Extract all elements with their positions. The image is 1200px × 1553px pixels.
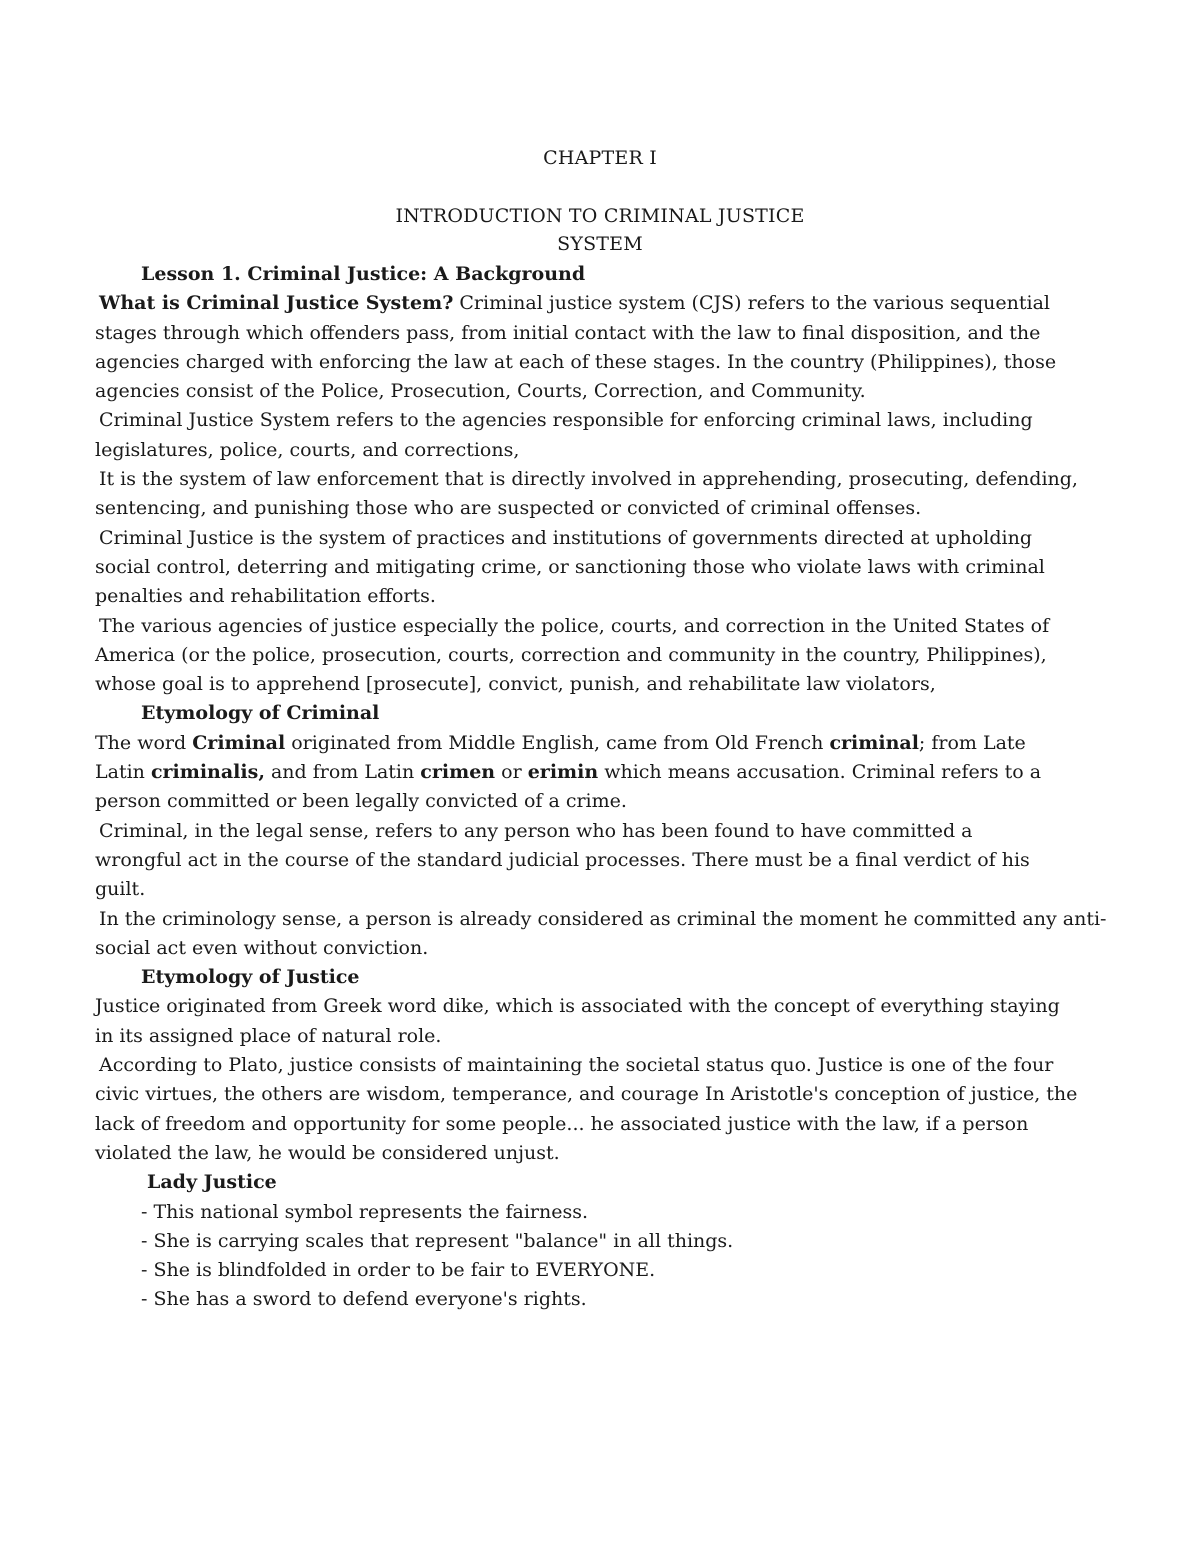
paragraph-line: It is the system of law enforcement that is directly involved in apprehending, prosecuting, defending,: [99, 468, 1078, 491]
text-run: originated from Middle English, came from Old French: [285, 731, 830, 754]
chapter-title: CHAPTER I: [543, 147, 657, 169]
paragraph-line: legislatures, police, courts, and corrections,: [95, 438, 520, 461]
lady-justice-heading: Lady Justice: [147, 1171, 277, 1194]
paragraph-line: Criminal, in the legal sense, refers to any person who has been found to have committed a: [99, 819, 973, 842]
text-run: or: [495, 761, 528, 784]
paragraph-line: social control, deterring and mitigating crime, or sanctioning those who violate laws with criminal: [95, 555, 1045, 578]
term-old-french-criminal: criminal: [829, 731, 919, 754]
paragraph-line: in its assigned place of natural role.: [95, 1024, 442, 1047]
term-erimin: erimin: [527, 761, 599, 784]
paragraph-line: social act even without conviction.: [95, 936, 429, 959]
term-criminalis: criminalis,: [150, 761, 265, 784]
paragraph-line: Criminal Justice System refers to the agencies responsible for enforcing criminal laws, including: [99, 409, 1033, 432]
list-item: - This national symbol represents the fairness.: [141, 1200, 589, 1223]
text-run: The word: [95, 731, 193, 754]
cjs-text: Criminal justice system (CJS) refers to the various sequential: [459, 292, 1051, 315]
paragraph-line: According to Plato, justice consists of maintaining the societal status quo. Justice is one of the four: [99, 1054, 1054, 1077]
paragraph-line: whose goal is to apprehend [prosecute], convict, punish, and rehabilitate law violators,: [95, 673, 936, 696]
etymology-criminal-heading: Etymology of Criminal: [141, 702, 380, 725]
paragraph-line: person committed or been legally convicted of a crime.: [95, 790, 627, 813]
paragraph-line: lack of freedom and opportunity for some people... he associated justice with the law, if a person: [95, 1112, 1029, 1135]
paragraph-line: [95, 289, 1095, 318]
paragraph-line: Justice originated from Greek word dike, which is associated with the concept of everything staying: [95, 995, 1060, 1018]
document-body: [95, 260, 1107, 1315]
lesson-heading: Lesson 1. Criminal Justice: A Background: [141, 263, 586, 285]
list-item: - She is carrying scales that represent "balance" in all things.: [141, 1229, 734, 1252]
paragraph-line: wrongful act in the course of the standard judicial processes. There must be a final verdict of his: [95, 848, 1030, 871]
paragraph-line: [95, 729, 1095, 758]
cjs-question: What is Criminal Justice System?: [99, 292, 454, 315]
text-run: and from Latin: [264, 761, 421, 784]
document-title-line-1: INTRODUCTION TO CRIMINAL JUSTICE: [395, 205, 805, 227]
paragraph-line: agencies consist of the Police, Prosecution, Courts, Correction, and Community.: [95, 380, 866, 403]
term-crimen: crimen: [420, 761, 496, 784]
text-run: which means accusation. Criminal refers to a: [598, 761, 1042, 784]
document-title-line-2: SYSTEM: [557, 233, 643, 255]
paragraph-line: violated the law, he would be considered unjust.: [95, 1141, 560, 1164]
list-item: - She has a sword to defend everyone's rights.: [141, 1288, 587, 1311]
paragraph-line: [95, 758, 1095, 787]
paragraph-line: America (or the police, prosecution, courts, correction and community in the country, Philippines),: [95, 643, 1047, 666]
paragraph-line: guilt.: [95, 878, 146, 901]
list-item: - She is blindfolded in order to be fair to EVERYONE.: [141, 1259, 656, 1282]
paragraph-line: stages through which offenders pass, from initial contact with the law to final disposition, and the: [95, 321, 1041, 344]
paragraph-line: civic virtues, the others are wisdom, temperance, and courage In Aristotle's conception of justice, the: [95, 1083, 1078, 1106]
paragraph-line: penalties and rehabilitation efforts.: [95, 585, 436, 608]
paragraph-line: In the criminology sense, a person is already considered as criminal the moment he committed any anti-: [99, 907, 1107, 930]
paragraph-line: The various agencies of justice especially the police, courts, and correction in the United States of: [99, 614, 1050, 637]
etymology-justice-heading: Etymology of Justice: [141, 966, 360, 989]
term-criminal: Criminal: [192, 731, 286, 754]
text-run: Latin: [95, 761, 151, 784]
paragraph-line: agencies charged with enforcing the law at each of these stages. In the country (Philippines), those: [95, 350, 1057, 373]
paragraph-line: sentencing, and punishing those who are suspected or convicted of criminal offenses.: [95, 497, 922, 520]
paragraph-line: Criminal Justice is the system of practices and institutions of governments directed at upholding: [99, 526, 1033, 549]
text-run: ; from Late: [918, 731, 1026, 754]
